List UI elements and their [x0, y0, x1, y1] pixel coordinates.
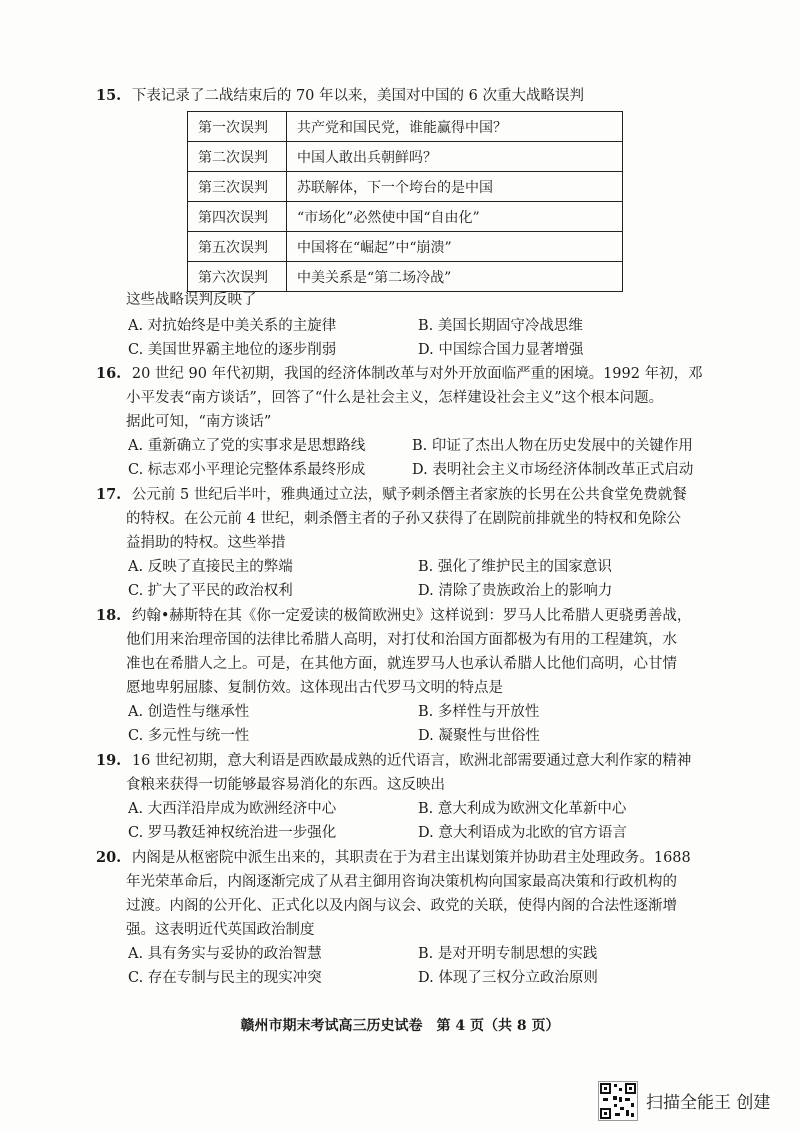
q15-lead: 这些战略误判反映了: [126, 292, 257, 308]
table-cell: 中国人敢出兵朝鲜吗？: [287, 142, 623, 172]
q18-option-c: C. 多元性与统一性: [128, 728, 250, 744]
q19-line-2: 食粮来获得一切能够最容易消化的东西。这反映出: [126, 777, 445, 793]
q18-line-1: [96, 606, 691, 626]
q16-option-a: A. 重新确立了党的实事求是思想路线: [128, 438, 366, 454]
q16-option-b: B. 印证了杰出人物在历史发展中的关键作用: [412, 438, 693, 454]
q15-number: 15.: [96, 87, 122, 104]
q17-option-c: C. 扩大了平民的政治权利: [128, 583, 293, 599]
table-row: [188, 262, 623, 292]
q18-number: 18.: [96, 607, 122, 624]
q16-option-d: D. 表明社会主义市场经济体制改革正式启动: [412, 462, 694, 478]
q18-text: 约翰•赫斯特在其《你一定爱读的极简欧洲史》这样说到：罗马人比希腊人更骁勇善战，: [131, 608, 692, 624]
q17-option-b: B. 强化了维护民主的国家意识: [418, 559, 612, 575]
table-cell: 中国将在“崛起”中“崩溃”: [287, 232, 623, 262]
q17-option-a: A. 反映了直接民主的弊端: [128, 559, 293, 575]
q17-line-3: 益捐助的特权。这些举措: [126, 535, 286, 551]
q15-stem-line: [96, 86, 584, 106]
table-cell: “市场化”必然使中国“自由化”: [287, 202, 623, 232]
q15-option-c: C. 美国世界霸主地位的逐步削弱: [128, 342, 337, 358]
q16-line-1: [96, 364, 703, 384]
table-cell: 第一次误判: [188, 112, 287, 142]
q20-option-b: B. 是对开明专制思想的实践: [418, 946, 598, 962]
q18-line-2: 他们用来治理帝国的法律比希腊人高明，对打仗和治国方面都极为有用的工程建筑，水: [126, 632, 677, 648]
scanner-watermark: 扫描全能王 创建: [646, 1093, 771, 1113]
table-row: [188, 142, 623, 172]
table-row: [188, 232, 623, 262]
table-row: [188, 202, 623, 232]
q15-option-d: D. 中国综合国力显著增强: [418, 342, 584, 358]
q19-line-1: [96, 751, 691, 771]
q17-line-2: 的特权。在公元前 4 世纪，刺杀僭主者的子孙又获得了在剧院前排就坐的特权和免除公: [126, 511, 681, 527]
q20-line-4: 强。这表明近代英国政治制度: [126, 922, 315, 938]
q16-number: 16.: [96, 365, 122, 382]
q16-text: 20 世纪 90 年代初期，我国的经济体制改革与对外开放面临严重的困境。1992 年初，邓: [131, 366, 703, 382]
q20-number: 20.: [96, 849, 122, 866]
q15-stem: 下表记录了二战结束后的 70 年以来，美国对中国的 6 次重大战略误判: [131, 88, 584, 104]
q20-option-a: A. 具有务实与妥协的政治智慧: [128, 946, 322, 962]
table-cell: 第五次误判: [188, 232, 287, 262]
q18-line-3: 准也在希腊人之上。可是，在其他方面，就连罗马人也承认希腊人比他们高明，心甘情: [126, 656, 677, 672]
q19-option-a: A. 大西洋沿岸成为欧洲经济中心: [128, 801, 337, 817]
table-cell: 第二次误判: [188, 142, 287, 172]
q16-line-3: 据此可知，“南方谈话”: [126, 414, 272, 430]
table-row: [188, 172, 623, 202]
q17-number: 17.: [96, 486, 122, 503]
table-cell: 第四次误判: [188, 202, 287, 232]
qr-code-icon: [598, 1081, 638, 1121]
q20-line-1: [96, 848, 691, 868]
q16-line-2: 小平发表“南方谈话”，回答了“什么是社会主义，怎样建设社会主义”这个根本问题。: [126, 390, 664, 406]
table-cell: 第三次误判: [188, 172, 287, 202]
q18-option-d: D. 凝聚性与世俗性: [418, 728, 540, 744]
q19-number: 19.: [96, 752, 122, 769]
q18-option-a: A. 创造性与继承性: [128, 704, 250, 720]
q15-option-a: A. 对抗始终是中美关系的主旋律: [128, 318, 337, 334]
table-row: [188, 112, 623, 142]
q18-option-b: B. 多样性与开放性: [418, 704, 540, 720]
table-cell: 苏联解体，下一个垮台的是中国: [287, 172, 623, 202]
page-footer: 赣州市期末考试高三历史试卷 第 4 页（共 8 页）: [240, 1018, 560, 1034]
q16-option-c: C. 标志邓小平理论完整体系最终形成: [128, 462, 366, 478]
q20-line-3: 过渡。内阁的公开化、正式化以及内阁与议会、政党的关联，使得内阁的合法性逐渐增: [126, 898, 677, 914]
q20-option-c: C. 存在专制与民主的现实冲突: [128, 970, 322, 986]
table-cell: 共产党和国民党，谁能赢得中国？: [287, 112, 623, 142]
q15-misjudgment-table: [187, 111, 623, 292]
q19-option-c: C. 罗马教廷神权统治进一步强化: [128, 825, 337, 841]
q19-option-d: D. 意大利语成为北欧的官方语言: [418, 825, 627, 841]
table-cell: 第六次误判: [188, 262, 287, 292]
q20-text: 内阁是从枢密院中派生出来的，其职责在于为君主出谋划策并协助君主处理政务。1688: [131, 850, 691, 866]
table-cell: 中美关系是“第二场冷战”: [287, 262, 623, 292]
q20-option-d: D. 体现了三权分立政治原则: [418, 970, 598, 986]
q17-option-d: D. 清除了贵族政治上的影响力: [418, 583, 613, 599]
q19-option-b: B. 意大利成为欧洲文化革新中心: [418, 801, 627, 817]
q20-line-2: 年光荣革命后，内阁逐渐完成了从君主御用咨询决策机构向国家最高决策和行政机构的: [126, 874, 677, 890]
q18-line-4: 愿地卑躬屈膝、复制仿效。这体现出古代罗马文明的特点是: [126, 680, 503, 696]
q15-option-b: B. 美国长期固守冷战思维: [418, 318, 583, 334]
q17-text: 公元前 5 世纪后半叶，雅典通过立法，赋予刺杀僭主者家族的长男在公共食堂免费就餐: [131, 487, 687, 503]
q19-text: 16 世纪初期，意大利语是西欧最成熟的近代语言，欧洲北部需要通过意大利作家的精神: [131, 753, 692, 769]
q17-line-1: [96, 485, 687, 505]
